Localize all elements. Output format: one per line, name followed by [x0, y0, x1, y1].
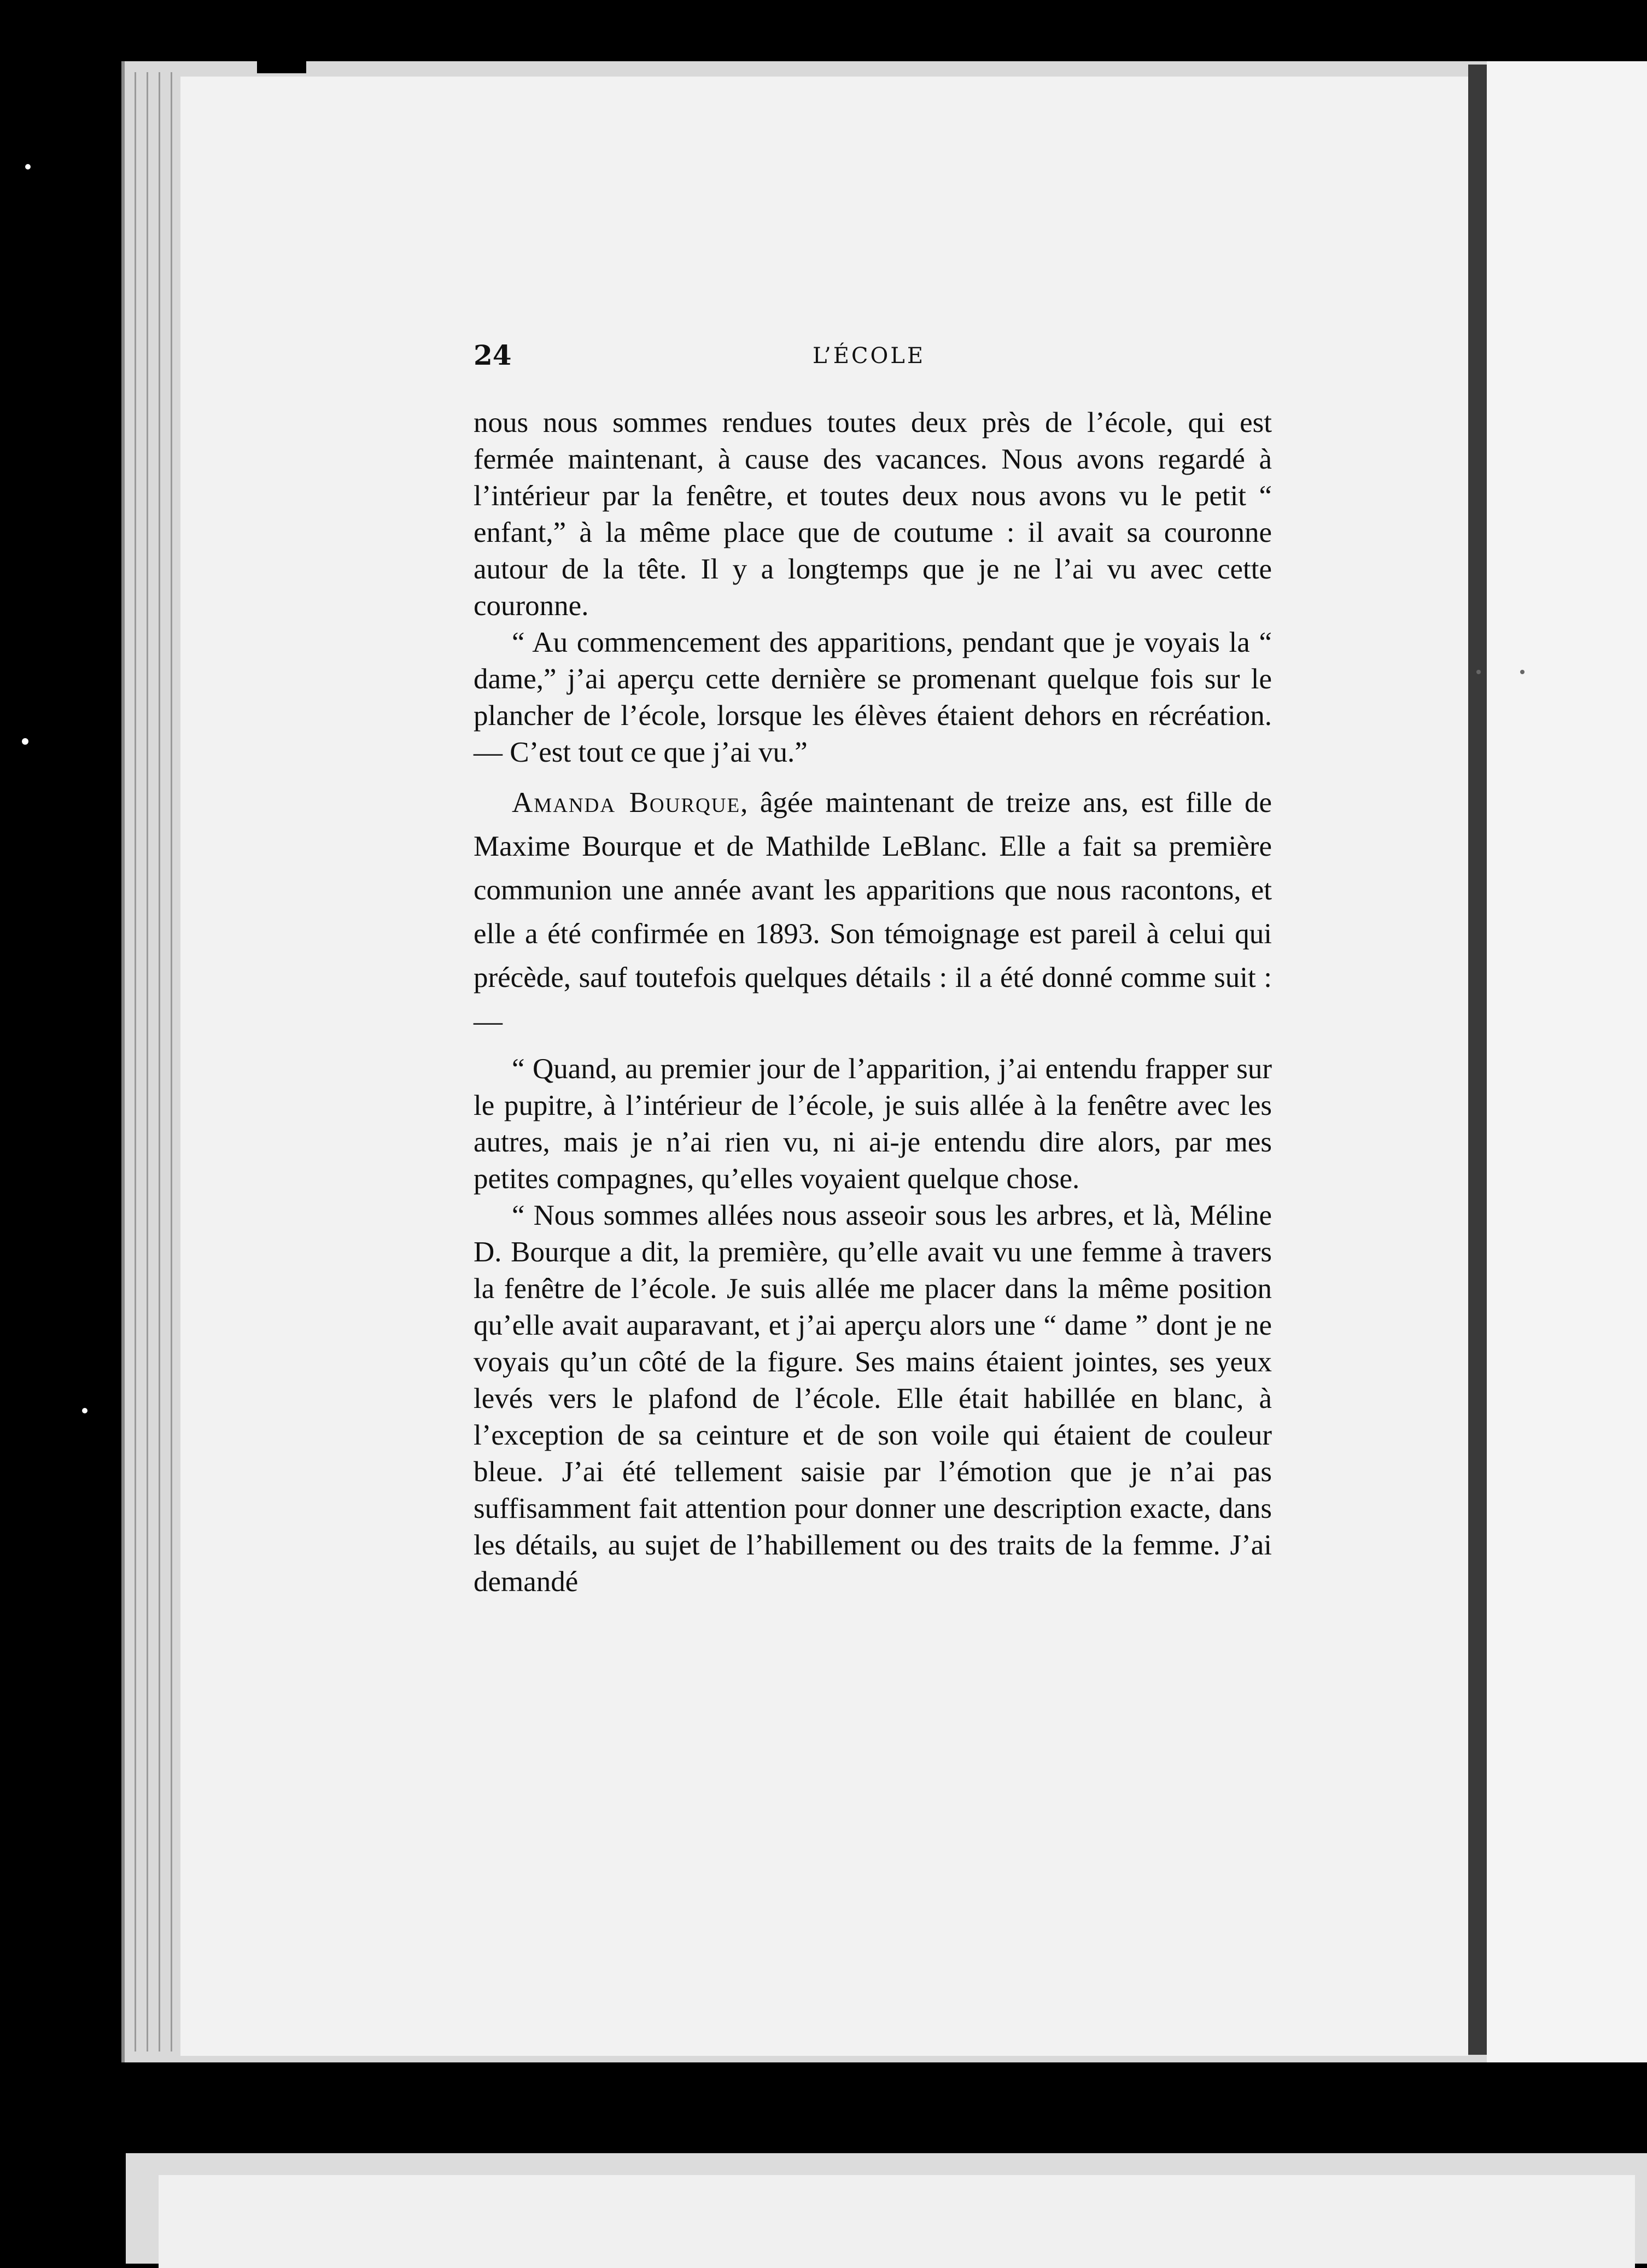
paragraph: “ Nous sommes allées nous asseoir sous les arbres, et là, Méline D. Bourque a dit, la première, qu’elle avait vu une femme à travers la fenêtre de l’école. Je suis allée me placer dans la même position qu’elle avait auparavant, et j’ai aperçu alors une “ dame ” dont je ne voyais qu’un côté de la figure. Ses mains étaient jointes, ses yeux levés vers le plafond de l’école. Elle était habillée en blanc, à l’exception de sa ceinture et de son voile qui étaient de couleur bleue. J’ai été tellement saisie par l’émotion que je n’ai pas suffisamment fait attention pour donner une description exacte, dans les détails, au sujet de l’habillement ou des traits de la femme. J’ai demandé: [474, 1200, 1272, 1598]
facing-page-edge: [1487, 61, 1647, 2062]
next-frame-page: [159, 2175, 1635, 2268]
paragraph-text: , âgée maintenant de treize ans, est fille de Maxime Bourque et de Mathilde LeBlanc. Elle a fait sa première communion une année avant les apparitions que nous racontons, et elle a été confirmée en 1893. Son témoignage est pareil à celui qui précède, sauf toutefois quelques détails : il a été donné comme suit :—: [474, 787, 1272, 1037]
page-edge-line: [171, 72, 172, 2051]
running-head: [474, 339, 1272, 383]
person-name: Amanda Bourque: [512, 787, 741, 819]
film-speck: [1476, 670, 1481, 674]
running-title: L’ÉCOLE: [813, 343, 926, 369]
paragraph-amanda: [474, 781, 1272, 1043]
body-text: [474, 405, 1272, 1600]
paragraph: “ Au commencement des apparitions, pendant que je voyais la “ dame,” j’ai aperçu cette dernière se promenant quelque fois sur le plancher de l’école, lorsque les élèves étaient dehors en récréation.— C’est tout ce que j’ai vu.”: [474, 627, 1272, 768]
next-frame-strip: [126, 2153, 1647, 2264]
film-speck: [82, 1408, 87, 1413]
film-tab-mark: [257, 55, 306, 73]
page-edge-line: [135, 72, 136, 2051]
page-number: 24: [474, 339, 512, 371]
page-edge-line: [147, 72, 148, 2051]
paragraph: nous nous sommes rendues toutes deux près de l’école, qui est fermée maintenant, à cause des vacances. Nous avons regardé à l’intérieur par la fenêtre, et toutes deux nous avons vu le petit “ enfant,” à la même place que de coutume : il avait sa couronne autour de la tête. Il y a longtemps que je ne l’ai vu avec cette couronne.: [474, 407, 1272, 622]
paragraph-gap: [474, 1043, 1272, 1051]
paragraph: “ Quand, au premier jour de l’apparition, j’ai entendu frapper sur le pupitre, à l’intérieur de l’école, je suis allée à la fenêtre avec les autres, mais je n’ai rien vu, ni ai-je entendu dire alors, par mes petites compagnes, qu’elles voyaient quelque chose.: [474, 1053, 1272, 1195]
page-edge-line: [159, 72, 160, 2051]
film-speck: [22, 738, 28, 745]
film-speck: [25, 164, 31, 169]
film-speck: [1520, 670, 1525, 674]
page-gutter: [1468, 65, 1487, 2055]
